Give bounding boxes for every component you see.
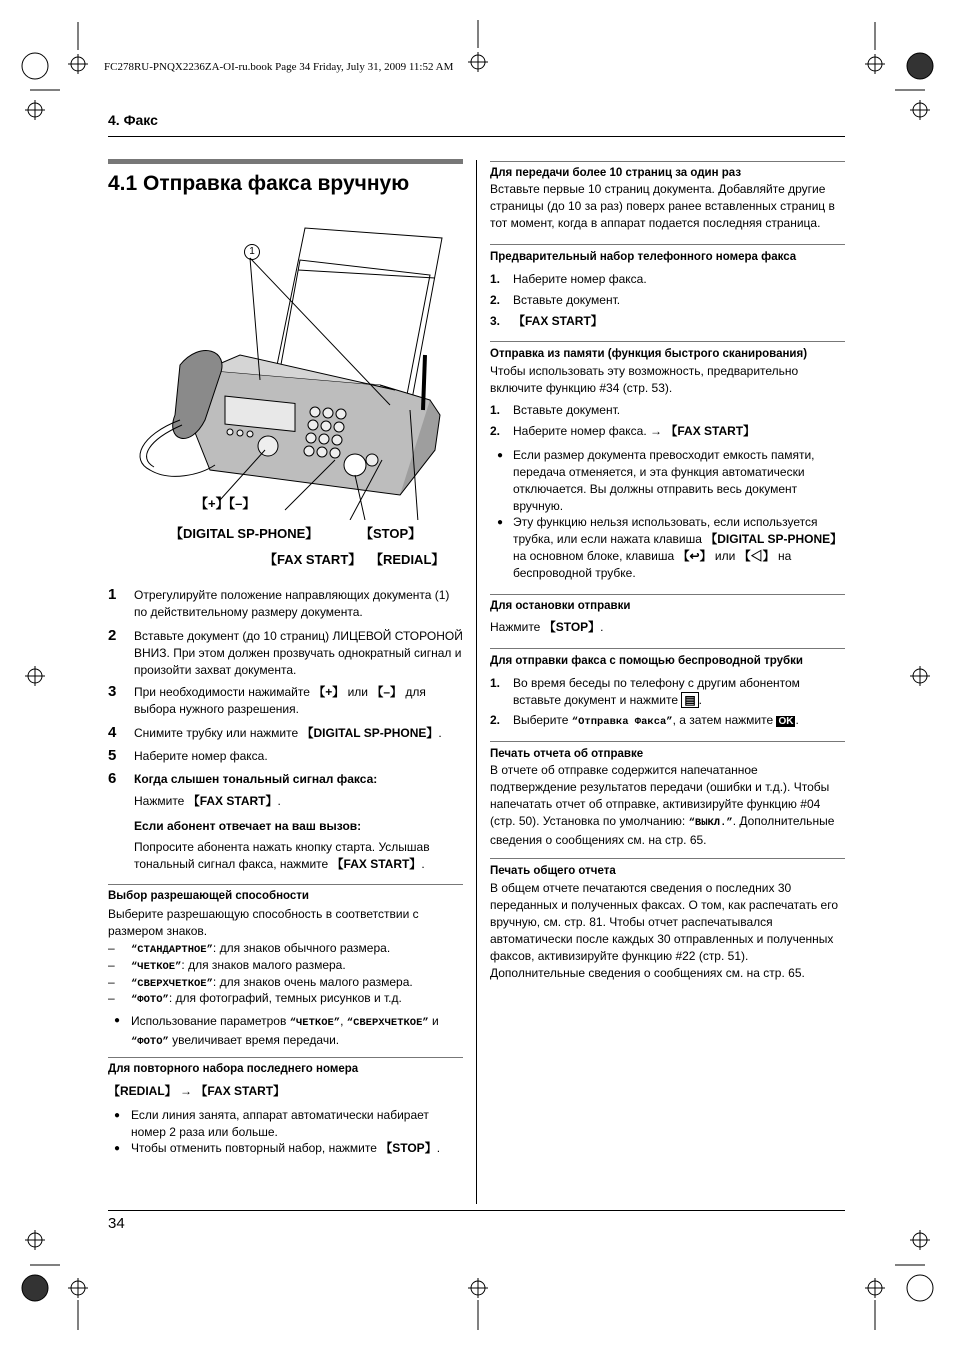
menu-key-icon: ▤ [681,692,698,708]
column-divider [476,160,477,1204]
s-post: . [795,713,799,727]
and: и [428,1014,439,1028]
divider [490,341,845,342]
step-number: 1. [490,676,501,690]
step-post: . [438,726,442,740]
minus-key: 【–】 [371,685,403,699]
section-label: 4. Факс [108,112,158,128]
header-rule [108,136,845,137]
step-heading: Когда слышен тональный сигнал факса: [134,772,378,786]
page-number: 34 [108,1215,125,1232]
list-item [108,957,115,974]
section-heading: Печать общего отчета [490,865,616,877]
step-text [513,423,755,440]
divider [490,161,845,162]
callout-plus-minus: 【+】【–】 [195,496,256,511]
dash: – [108,958,115,972]
step-number: 6 [108,770,117,787]
digital-sp-phone-key: 【DIGITAL SP-PHONE】 [705,532,843,546]
step-number: 3. [490,314,501,328]
section-heading: Для остановки отправки [490,600,631,612]
s-pre: Выберите [513,713,572,727]
arrow-icon: → [180,1084,193,1098]
code: “СВЕРХЧЕТКОЕ” [346,1017,429,1029]
r-post: . Дополнительные сведения о сообщениях см. на стр. 65. [490,814,835,847]
step-number: 2 [108,627,117,644]
bullet-icon: ● [114,1015,121,1026]
section-text: Выберите разрешающую способность в соответствии с размером знаков. [108,907,419,938]
b-post: на беспроводной трубке. [513,549,792,580]
divider [490,648,845,649]
code: “ФОТО” [131,1036,169,1048]
step-text: Наберите номер факса. [513,272,647,286]
list-item [108,940,115,957]
code: “ЧЕТКОЕ” [289,1017,341,1029]
divider [108,884,463,885]
callout-digital-sp-phone: 【DIGITAL SP-PHONE】 [170,526,319,541]
divider [108,1057,463,1058]
section-heading: Выбор разрешающей способности [108,890,309,902]
fax-start-key: 【FAX START】 [513,314,603,328]
code: “ФОТО” [131,994,169,1006]
step-number: 2. [490,293,501,307]
callout-stop: 【STOP】 [360,526,422,541]
step-number: 1. [490,403,501,417]
stop-key: 【STOP】 [543,620,601,634]
bullet-icon: ● [497,450,504,461]
step-text: Вставьте документ (до 10 страниц) ЛИЦЕВОЙ СТОРОНОЙ ВНИЗ. При этом должен прозвучать однократный сигнал и произойти захват документа. [134,629,463,677]
callout-redial: 【REDIAL】 [370,552,445,567]
bullet-text: Если линия занята, аппарат автоматически набирает номер 2 раза или больше. [131,1108,429,1139]
step-number: 3 [108,683,117,700]
section-heading: Для повторного набора последнего номера [108,1063,359,1075]
list-item [131,990,402,1009]
list-item [108,974,115,991]
ok-key-icon: OK [778,716,794,727]
step-pre: Снимите трубку или нажмите [134,726,302,740]
code: “ЧЕТКОЕ” [131,961,182,973]
r-pre: В отчете об отправке содержится напечатанное подтверждение результатов передачи (ошибки и т.д.). Чтобы напечатать отчет об отправке, активизируйте функцию #04 (стр. 50). Установка по умолчанию: [490,763,830,828]
title-bar [108,159,463,164]
step-pre: Нажмите [134,794,188,808]
section-heading: Для отправки факса с помощью беспроводной трубки [490,655,803,667]
step-text: Отрегулируйте положение направляющих документа (1) по действительному размеру документа. [134,588,450,619]
step-pre: Попросите абонента нажать кнопку старта. Услышав тональный сигнал факса, нажмите [134,840,430,871]
code: “Отправка Факса” [571,716,673,728]
divider [490,858,845,859]
step-post: для выбора нужного разрешения. [134,685,426,716]
fax-start-key: 【FAX START】 [187,794,278,808]
s-pre: Нажмите [490,620,544,634]
divider [490,244,845,245]
section-text [490,762,845,849]
note-pre: Использование параметров [131,1014,290,1028]
note-post: увеличивает время передачи. [168,1033,340,1047]
step-number: 1 [108,586,117,603]
code: “ВЫКЛ.” [688,817,733,829]
b-or: или [711,549,739,563]
code: “СВЕРХЧЕТКОЕ” [131,978,213,990]
file-info: FC278RU-PNQX2236ZA-OI-ru.book Page 34 Friday, July 31, 2009 11:52 AM [104,61,454,73]
bullet-text [131,1140,440,1157]
section-heading: Печать отчета об отправке [490,748,644,760]
step-text [134,793,281,810]
page-title: 4.1 Отправка факса вручную [108,172,410,195]
fax-start-key: 【FAX START】 [195,1084,286,1098]
s-post: . [600,620,604,634]
section-text [490,619,604,636]
talk-key-icon: 【↩】 [677,549,712,563]
step-text [134,684,464,718]
section-heading: Отправка из памяти (функция быстрого сканирования) [490,348,808,360]
section-heading: Предварительный набор телефонного номера факса [490,251,797,263]
step-text: Наберите номер факса. [134,749,268,763]
dash: – [108,991,115,1005]
redial-keys [108,1083,285,1100]
callout-fax-start: 【FAX START】 [264,552,362,567]
s-pre: Наберите номер факса. [513,424,651,438]
step-number: 2. [490,424,501,438]
redial-key: 【REDIAL】 [108,1084,177,1098]
bullet-text: Если размер документа превосходит емкость памяти, передача отменяется, и эта функция автоматически отключается. Вы должны отправить весь документ вручную. [513,448,815,513]
item-text: : для знаков очень малого размера. [212,975,413,989]
dash: – [108,975,115,989]
item-text: : для знаков обычного размера. [212,941,391,955]
item-text: : для фотографий, темных рисунков и т.д. [168,991,402,1005]
step-text: Вставьте документ. [513,293,621,307]
sep: , [340,1014,347,1028]
dash: – [108,941,115,955]
step-pre: При необходимости нажимайте [134,685,314,699]
stop-key: 【STOP】 [380,1141,437,1155]
step-number: 2. [490,713,501,727]
step-number: 5 [108,747,117,764]
footer-rule [108,1210,845,1211]
digital-sp-phone-key: 【DIGITAL SP-PHONE】 [301,726,439,740]
divider [490,594,845,595]
step-number: 4 [108,724,117,741]
bullet-icon: ● [497,517,504,528]
arrow-icon: → [650,424,663,438]
b-pre: Эту функцию нельзя использовать, если используется трубка, или если нажата клавиша [513,515,818,546]
s-mid: , а затем нажмите [672,713,777,727]
section-text: Вставьте первые 10 страниц документа. Добавляйте другие страницы (до 10 за раз) поверх ранее вставленных страниц в тот момент, когда в аппарат подается последняя страница. [490,182,835,230]
fax-illustration [120,220,450,520]
b-mid: на основном блоке, клавиша [513,549,678,563]
step-text [134,725,464,742]
b-pre: Чтобы отменить повторный набор, нажмите [131,1141,381,1155]
s-pre: Во время беседы по телефону с другим абонентом вставьте документ и нажмите [513,676,800,707]
item-text: : для знаков малого размера. [181,958,346,972]
fax-start-key: 【FAX START】 [665,424,756,438]
section-text: Чтобы использовать эту возможность, предварительно включите функцию #34 (стр. 53). [490,364,799,395]
bullet-icon: ● [114,1110,121,1121]
b-post: . [436,1141,441,1155]
plus-key: 【+】 [313,685,345,699]
step-post: . [421,857,425,871]
list-item [108,990,115,1007]
note-text [131,1013,466,1051]
step-mid: или [344,685,372,699]
divider [490,741,845,742]
code: “СТАНДАРТНОЕ” [131,944,213,956]
step-text [134,839,464,873]
step-number: 1. [490,272,501,286]
step-text: Вставьте документ. [513,403,621,417]
s-post: . [698,693,703,707]
step-text [513,712,843,731]
step-heading: Если абонент отвечает на ваш вызов: [134,819,362,833]
section-heading: Для передачи более 10 страниц за один раз [490,167,742,179]
fax-start-key: 【FAX START】 [331,857,422,871]
speaker-key-icon: 【◁】 [738,549,775,563]
bullet-icon: ● [114,1143,121,1154]
step-text [513,675,843,709]
step-post: . [277,794,281,808]
section-text: В общем отчете печатаются сведения о последних 30 переданных и полученных факсах. О том, как распечатать его вручную, см. стр. 81. Чтобы отчет распечатывался автоматически после каждых 30 отправленных и полученных факсов, активизируйте функцию #22 (стр. 51). Дополнительные сведения о сообщениях см. на стр. 65. [490,881,838,980]
callout-1: 1 [244,244,260,260]
bullet-text [513,514,843,582]
